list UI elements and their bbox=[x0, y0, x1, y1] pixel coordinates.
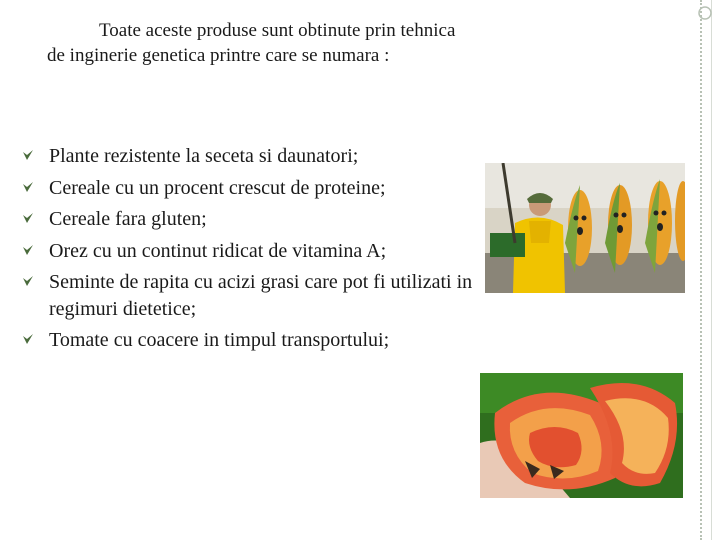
list-item-text: Cereale fara gluten; bbox=[49, 208, 207, 230]
slide-border-line bbox=[711, 0, 712, 540]
list-item-text: Orez cu un continut ridicat de vitamina A; bbox=[49, 239, 387, 262]
sliced-tomato-photo bbox=[480, 373, 683, 498]
corner-ornament-icon bbox=[696, 4, 714, 22]
slide-border-dotted bbox=[700, 0, 702, 540]
list-item bbox=[20, 206, 480, 233]
check-arrow-icon bbox=[22, 244, 34, 256]
list-item bbox=[20, 269, 480, 322]
check-arrow-icon bbox=[22, 275, 34, 287]
corn-protest-photo bbox=[485, 163, 685, 293]
check-arrow-icon bbox=[22, 149, 34, 161]
intro-paragraph: Toate aceste produse sunt obtinute prin tehnica de inginerie genetica printre care se numara : bbox=[47, 20, 456, 66]
list-item bbox=[20, 327, 480, 354]
check-arrow-icon bbox=[22, 181, 34, 193]
list-item-text: Cereale cu un procent crescut de proteine; bbox=[49, 176, 386, 199]
list-item bbox=[20, 143, 480, 170]
check-arrow-icon bbox=[22, 333, 34, 345]
bullet-list bbox=[20, 143, 480, 359]
list-item bbox=[20, 175, 480, 202]
list-item-text: Plante rezistente la seceta si daunatori; bbox=[49, 145, 359, 167]
check-arrow-icon bbox=[22, 212, 34, 224]
list-item-text: Tomate cu coacere in timpul transportului; bbox=[49, 329, 390, 351]
list-item-text: Seminte de rapita cu acizi grasi care pot fi utilizati in regimuri dietetice; bbox=[49, 271, 473, 320]
list-item bbox=[20, 238, 480, 265]
